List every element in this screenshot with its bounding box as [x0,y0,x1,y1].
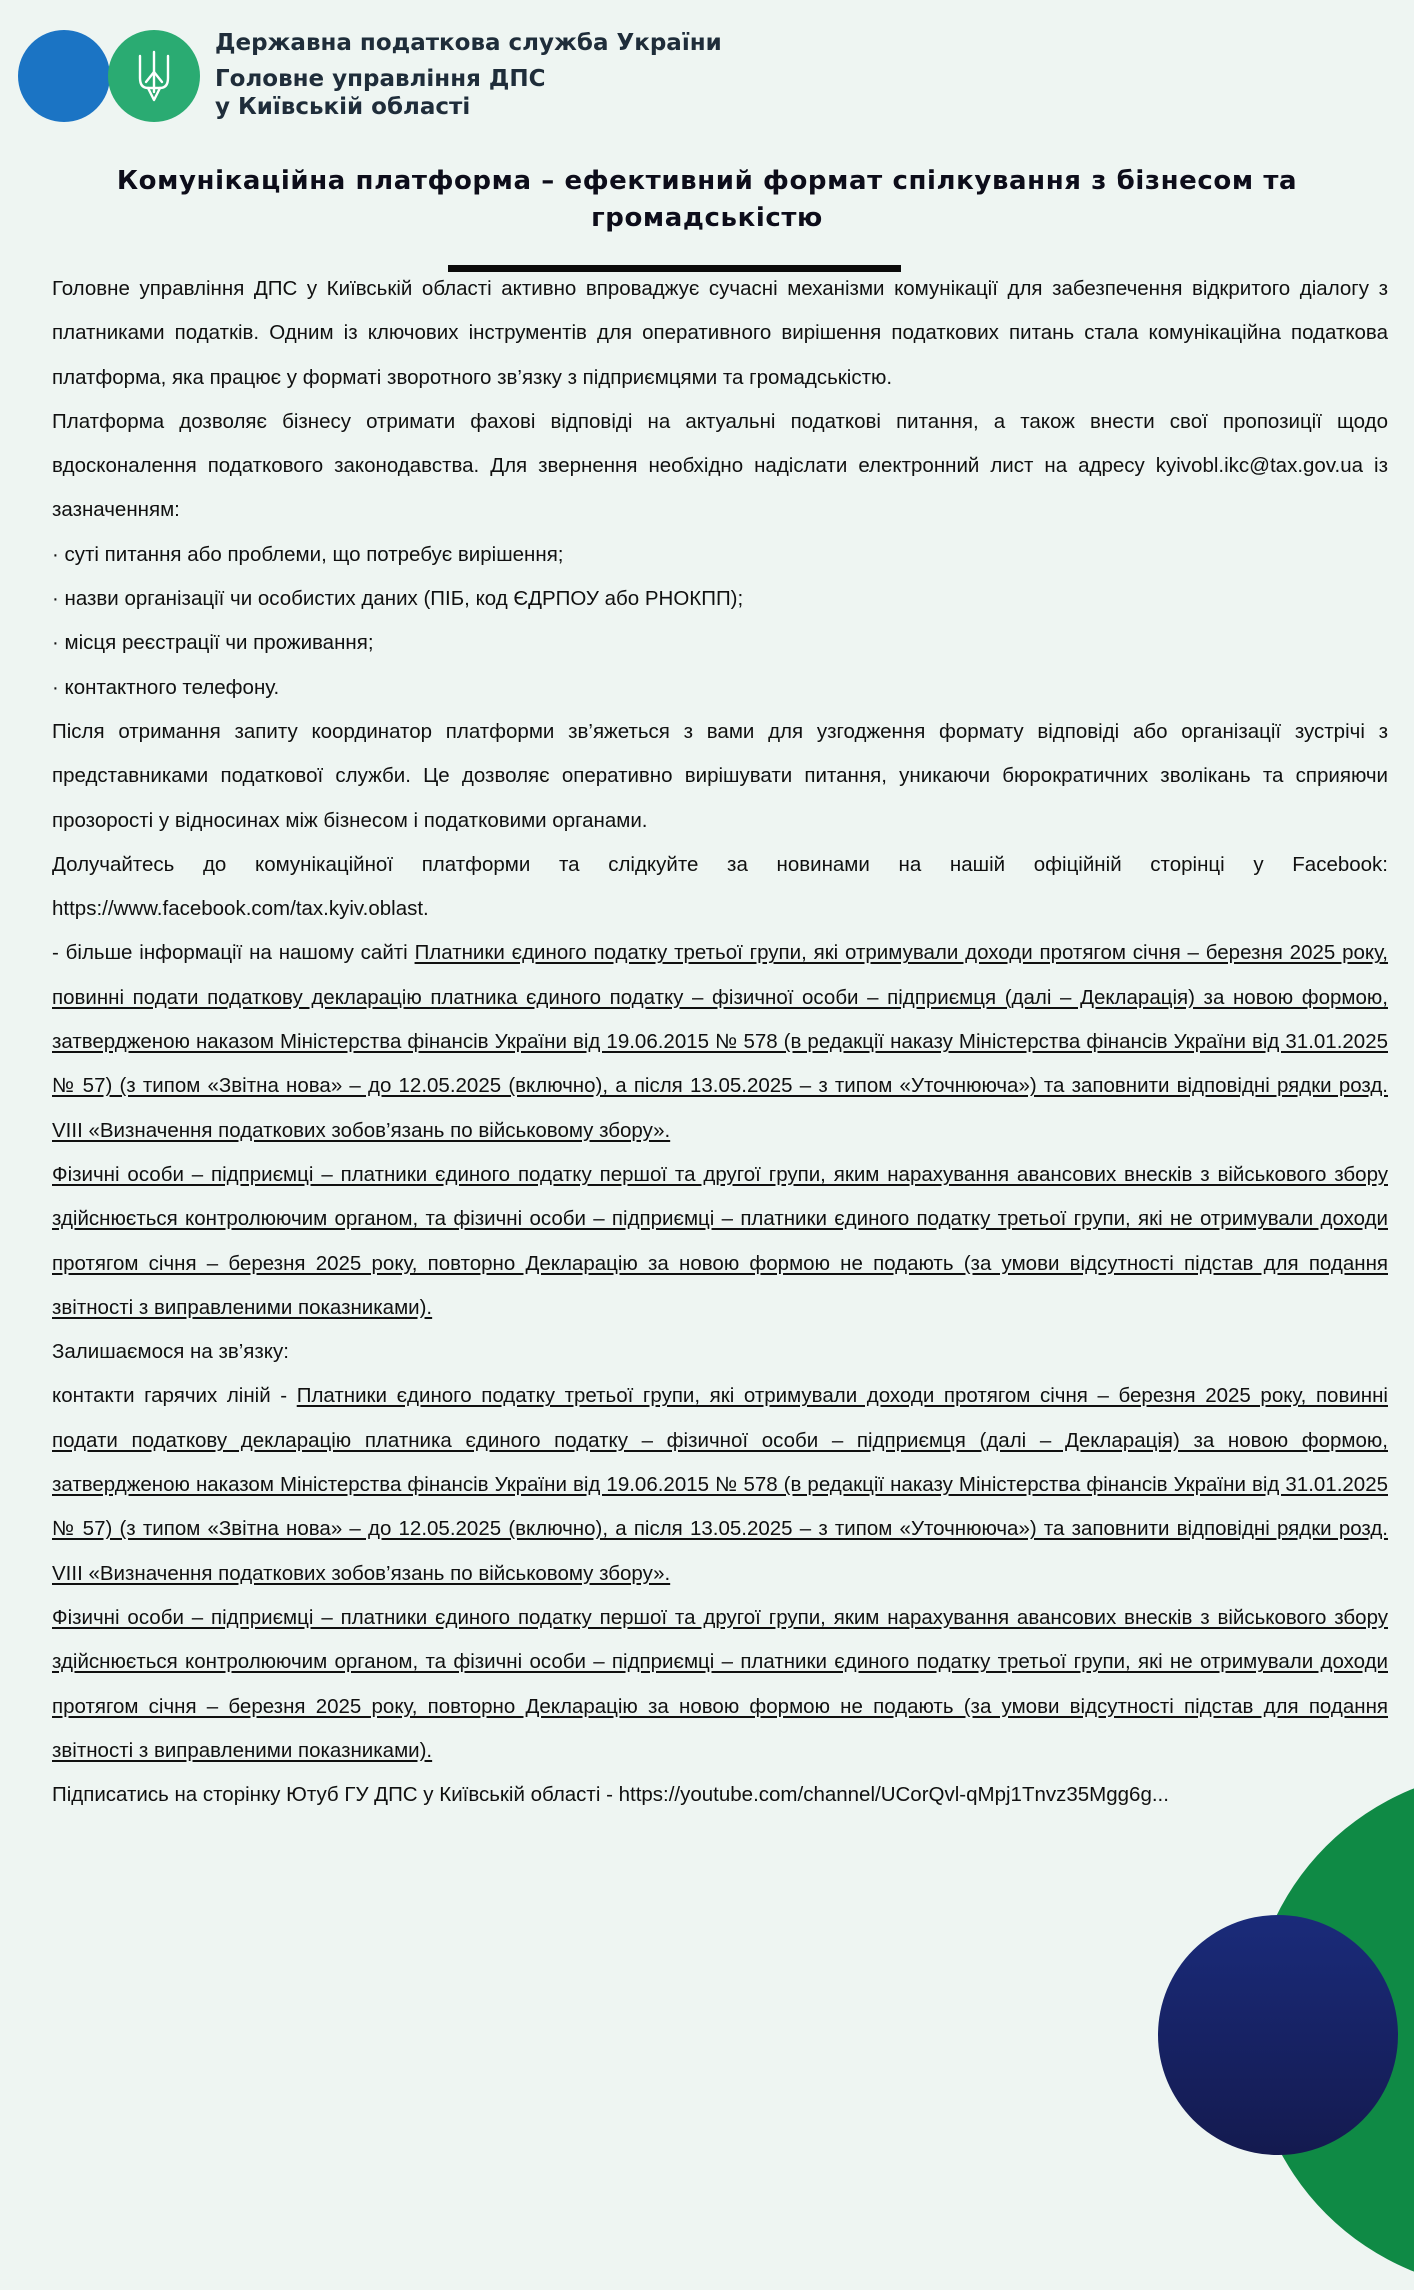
hotlines-prefix: контакти гарячих ліній - [52,1384,297,1408]
org-region: у Київській області [215,94,471,120]
paragraph-fop-link [52,1153,1388,1330]
trident-icon [136,48,172,104]
decor-navy-circle [1158,1915,1398,2155]
org-name: Державна податкова служба України [215,30,722,56]
paragraph-site-info [52,931,1388,1152]
logo-blue-circle [18,30,110,122]
logo-green-circle [108,30,200,122]
paragraph-stay-connected: Залишаємося на зв’язку: [52,1340,289,1364]
paragraph-hotlines [52,1374,1388,1595]
list-item: · назви організації чи особистих даних (ПІБ, код ЄДРПОУ або РНОКПП); [52,587,744,611]
paragraph-after-request: Після отримання запиту координатор платформи зв’яжеться з вами для узгодження формату відповіді або організації зустрічі з представниками податкової служби. Це дозволяє оперативно вирішувати питання, уникаючи бюрократичних зволікань та сприяючи прозорості у відносинах між бізнесом і податковими органами. [52,719,1388,832]
paragraph-youtube: Підписатись на сторінку Ютуб ГУ ДПС у Київській області - https://youtube.com/channel/UCorQvl-qMpj1Tnvz35Mgg6g... [52,1783,1169,1807]
org-branch: Головне управління ДПС [215,66,546,92]
paragraph-intro: Головне управління ДПС у Київській області активно впроваджує сучасні механізми комунікації для забезпечення відкритого діалогу з платниками податків. Одним із ключових інструментів для оперативного вирішення податкових питань стала комунікаційна податкова платформа, яка працює у форматі зворотного зв’язку з підприємцями та громадськістю. [52,277,1388,389]
fop-link-2[interactable]: Фізичні особи – підприємці – платники єдиного податку першої та другої групи, яким нарахування авансових внесків з військового збору здійснюється контролюючим органом, та фізичні особи – підприємці – платники єдиного податку третьої групи, які не отримували доходи протягом січня – березня 2025 року, повторно Декларацію за новою формою не подають (за умови відсутності підстав для подання звітності з виправленими показниками). [52,1605,1388,1762]
site-info-prefix: - більше інформації на нашому сайті [52,941,415,965]
list-item: · місця реєстрації чи проживання; [52,631,374,655]
article-body [52,267,1388,1817]
fop-link[interactable]: Фізичні особи – підприємці – платники єдиного податку першої та другої групи, яким нарахування авансових внесків з військового збору здійснюється контролюючим органом, та фізичні особи – підприємці – платники єдиного податку третьої групи, які не отримували доходи протягом січня – березня 2025 року, повторно Декларацію за новою формою не подають (за умови відсутності підстав для подання звітності з виправленими показниками). [52,1162,1388,1319]
list-item: · контактного телефону. [52,675,280,699]
logo-header [18,30,918,130]
paragraph-facebook: Долучайтесь до комунікаційної платформи та слідкуйте за новинами на нашій офіційній сторінці у Facebook: https://www.facebook.com/tax.kyiv.oblast. [52,852,1388,921]
paragraph-platform: Платформа дозволяє бізнесу отримати фахові відповіді на актуальні податкові питання, а також внести свої пропозиції щодо вдосконалення податкового законодавства. Для звернення необхідно надіслати електронний лист на адресу kyivobl.ikc@tax.gov.ua із зазначенням: [52,409,1388,522]
site-info-link[interactable]: Платники єдиного податку третьої групи, які отримували доходи протягом січня – березня 2025 року, повинні подати податкову декларацію платника єдиного податку – фізичної особи – підприємця (далі – Декларація) за новою формою, затвердженою наказом Міністерства фінансів України від 19.06.2015 № 578 (в редакції наказу Міністерства фінансів України від 31.01.2025 № 57) (з типом «Звітна нова» – до 12.05.2025 (включно), а після 13.05.2025 – з типом «Уточнююча») та заповнити відповідні рядки розд. VIII «Визначення податкових зобов’язань по військовому збору». [52,941,1389,1142]
hotlines-link[interactable]: Платники єдиного податку третьої групи, які отримували доходи протягом січня – березня 2025 року, повинні подати податкову декларацію платника єдиного податку – фізичної особи – підприємця (далі – Декларація) за новою формою, затвердженою наказом Міністерства фінансів України від 19.06.2015 № 578 (в редакції наказу Міністерства фінансів України від 31.01.2025 № 57) (з типом «Звітна нова» – до 12.05.2025 (включно), а після 13.05.2025 – з типом «Уточнююча») та заповнити відповідні рядки розд. VIII «Визначення податкових зобов’язань по військовому збору». [52,1384,1388,1585]
list-item: · суті питання або проблеми, що потребує вирішення; [52,542,564,566]
page-title: Комунікаційна платформа – ефективний формат спілкування з бізнесом та громадськістю [116,166,1298,233]
paragraph-fop-link-2 [52,1596,1388,1773]
